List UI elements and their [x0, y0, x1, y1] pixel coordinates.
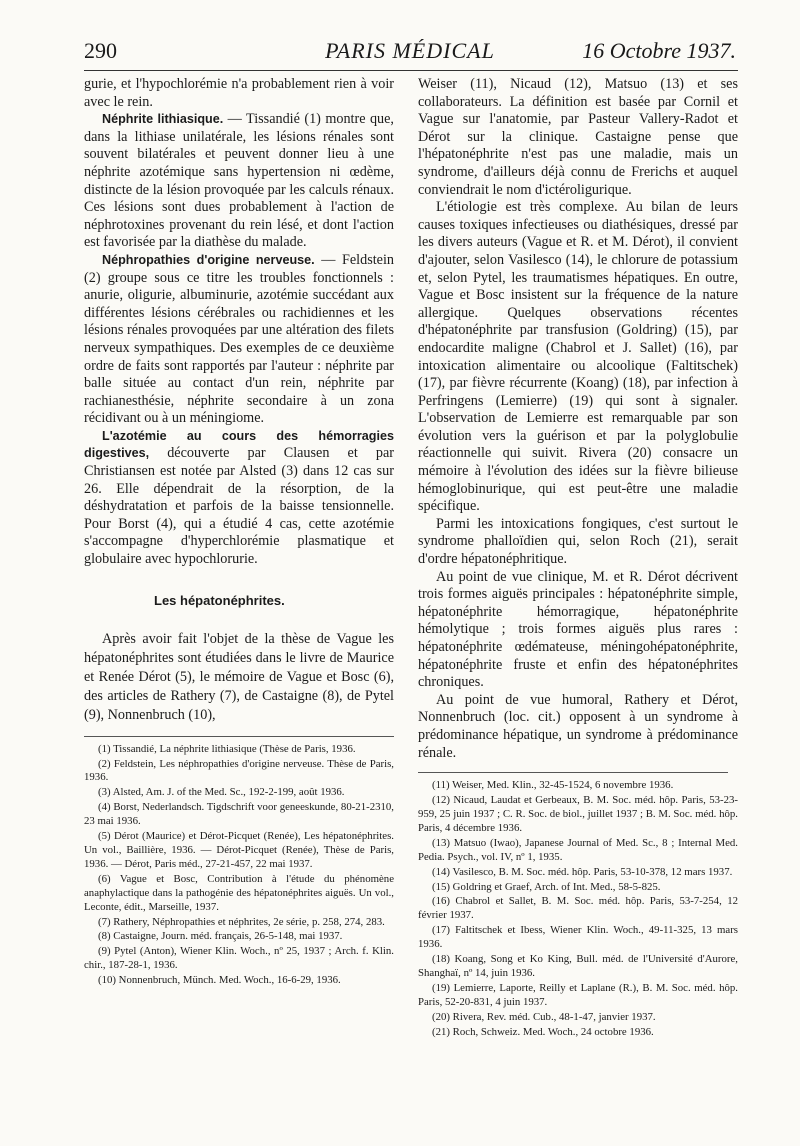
footnote: (9) Pytel (Anton), Wiener Klin. Woch., nº 25, 1937 ; Arch. f. Klin. chir., 187-28-1, 1936.	[84, 945, 394, 972]
paragraph: Weiser (11), Nicaud (12), Matsuo (13) et ses collaborateurs. La définition est basée par Cornil et Vague sur l'anatomie, par Pasteur Vallery-Radot et Dérot sur la clinique. Castaigne pense que l'hépatonéphrite n'est pas une maladie, mais un syndrome, d'ailleurs déjà connu de Frerichs et auquel conviendrait le nom d'ictéroligurique.	[418, 76, 738, 198]
paragraph-heading: L'azotémie au cours des hémorragies digestives,	[84, 428, 394, 461]
paragraph: Au point de vue clinique, M. et R. Dérot décrivent trois formes aiguës principales : hépatonéphrite simple, hépatonéphrite hémorragique, hépatonéphrite hémolytique ; trois formes aiguës plus rares : hépatonéphrite œdémateuse, méningohépatonéphrite, hépatonéphrite fruste et enfin des hépatonéphrites chroniques.	[418, 568, 738, 691]
left-body	[84, 76, 394, 569]
journal-title: PARIS MÉDICAL	[325, 38, 495, 63]
footnote: (13) Matsuo (Iwao), Japanese Journal of Med. Sc., 8 ; Internal Med. Pedia. Psych., vol. IV, nº 1, 1935.	[418, 836, 738, 863]
section-title: Les hépatonéphrites.	[154, 592, 285, 608]
footnote: (14) Vasilesco, B. M. Soc. méd. hôp. Paris, 53-10-378, 12 mars 1937.	[432, 865, 733, 878]
footnote: (3) Alsted, Am. J. of the Med. Sc., 192-2-199, août 1936.	[98, 786, 345, 799]
left-column	[84, 76, 394, 989]
paragraph: Néphrite lithiasique. — Tissandié (1) montre que, dans la lithiase unilatérale, les lésions rénales sont souvent bilatérales et peuvent donner lieu à une néphrite azotémique sans hypertension ni œdème, distincte de la lésion provoquée par les calculs rénaux. Ces lésions sont dues probablement à l'action de néphrotoxines provenant du rein lésé, et dont l'action est favorisée par la diathèse du malade.	[84, 111, 394, 251]
footnote: (11) Weiser, Med. Klin., 32-45-1524, 6 novembre 1936.	[432, 779, 674, 792]
page-number: 290	[84, 38, 117, 63]
footnote: (15) Goldring et Graef, Arch. of Int. Med., 58-5-825.	[432, 880, 661, 893]
header-rule	[84, 70, 738, 71]
paragraph: Au point de vue humoral, Rathery et Dérot, Nonnenbruch (loc. cit.) opposent à un syndrome à prédominance hépatique, un syndrome à prédominance rénale.	[418, 691, 738, 761]
paragraph-heading: Néphrite lithiasique.	[102, 112, 224, 127]
footnote: (7) Rathery, Néphropathies et néphrites, 2e série, p. 258, 274, 283.	[98, 915, 385, 928]
paragraph-heading: Néphropathies d'origine nerveuse.	[102, 252, 315, 267]
footnote: (18) Koang, Song et Ko King, Bull. méd. de l'Université d'Aurore, Shanghaï, nº 14, juin 1936.	[418, 953, 738, 979]
footnote: (6) Vague et Bosc, Contribution à l'étude du phénomène anaphylactique dans la pathogénie des hépatonéphrites aiguës. Un vol., Leconte, édit., Marseille, 1937.	[84, 872, 394, 913]
footnote: (21) Roch, Schweiz. Med. Woch., 24 octobre 1936.	[432, 1025, 654, 1038]
footnotes-right	[418, 779, 738, 1039]
paragraph: gurie, et l'hypochlorémie n'a probablement rien à voir avec le rein.	[84, 76, 394, 110]
footnote-rule	[84, 736, 394, 737]
footnote: (19) Lemierre, Laporte, Reilly et Laplane (R.), B. M. Soc. méd. hôp. Paris, 52-20-831, 4 juin 1937.	[418, 981, 738, 1008]
footnote: (20) Rivera, Rev. méd. Cub., 48-1-47, janvier 1937.	[432, 1010, 656, 1023]
right-column	[418, 76, 738, 1040]
paragraph: L'azotémie au cours des hémorragies digestives, découverte par Clausen et par Christiansen est notée par Alsted (3) dans 12 cas sur 26. Elle dépendrait de la résorption, de la déshydratation et parfois de la baisse tensionnelle. Pour Borst (4), qui a étudié 4 cas, cette azotémie s'accompagne d'hyperchlorémie plasmatique et globulaire avec hypochlorurie.	[84, 428, 394, 568]
footnotes-left	[84, 743, 394, 988]
paragraph: Après avoir fait l'objet de la thèse de Vague les hépatonéphrites sont étudiées dans le livre de Maurice et Renée Dérot (5), le mémoire de Vague et Bosc (6), des articles de Rathery (7), de Castaigne (8), de Pytel (9), Nonnenbruch (10),	[84, 630, 394, 724]
paragraph: Parmi les intoxications fongiques, c'est surtout le syndrome phalloïdien qui, selon Roch (21), serait d'ordre hépatonéphritique.	[418, 515, 738, 568]
footnote: (16) Chabrol et Sallet, B. M. Soc. méd. hôp. Paris, 53-7-254, 12 février 1937.	[418, 895, 738, 922]
footnote: (12) Nicaud, Laudat et Gerbeaux, B. M. Soc. méd. hôp. Paris, 53-23-959, 25 juin 1937 ; C. R. Soc. de biol., juillet 1937 ; B. M. Soc. méd. hôp. Paris, 4 décembre 1936.	[418, 794, 738, 834]
footnote: (17) Faltitschek et Ibess, Wiener Klin. Woch., 49-11-325, 13 mars 1936.	[418, 924, 738, 951]
footnote-rule	[418, 772, 728, 773]
section-body	[84, 630, 394, 726]
right-body	[418, 76, 738, 762]
issue-date: 16 Octobre 1937.	[582, 38, 736, 63]
footnote: (4) Borst, Nederlandsch. Tigdschrift voor geneeskunde, 80-21-2310, 23 mai 1936.	[84, 801, 394, 828]
page-header	[84, 34, 736, 68]
footnote: (1) Tissandié, La néphrite lithiasique (Thèse de Paris, 1936.	[98, 742, 356, 755]
footnote: (8) Castaigne, Journ. méd. français, 26-5-148, mai 1937.	[98, 930, 343, 943]
paragraph: Néphropathies d'origine nerveuse. — Feldstein (2) groupe sous ce titre les troubles fonctionnels : anurie, oligurie, albuminurie, azotémie succédant aux différentes lésions cérébrales ou rachidiennes et les lésions rénales provoquées par une altération des filets nerveux sympathiques. Des exemples de ce deuxième ordre de faits sont rapportés par l'auteur : néphrite par balle située au contact d'un rein, néphrite par rachianesthésie, néphrite secondaire à un zona récidivant ou à un méningiome.	[84, 251, 394, 427]
footnote: (5) Dérot (Maurice) et Dérot-Picquet (Renée), Les hépatonéphrites. Un vol., Baillière, 1936. — Dérot-Picquet (Renée), Thèse de Paris, 1936. — Dérot, Paris méd., 27-21-457, 22 mai 1937.	[84, 830, 394, 870]
footnote: (2) Feldstein, Les néphropathies d'origine nerveuse. Thèse de Paris, 1936.	[84, 757, 394, 784]
footnote: (10) Nonnenbruch, Münch. Med. Woch., 16-6-29, 1936.	[98, 974, 341, 987]
paragraph: L'étiologie est très complexe. Au bilan de leurs causes toxiques infectieuses ou diathésiques, dressé par les divers auteurs (Vague et R. et M. Dérot), il convient d'ajouter, selon Vasilesco (14), le chlorure de potassium et, selon Pytel, les traumatismes hépatiques. En outre, Vague et Bosc insistent sur la fréquence de la nature allergique. Quelques observations récentes d'hépatonéphrite par transfusion (Goldring) (15), par endocardite maligne (Chabrol et J. Sallet) (16), par intoxication alimentaire ou alcoolique (Faltitschek) (17), par fièvre récurrente (Koang) (18), par infection à Perfringens (Lemierre) (19) qui sont à signaler. L'observation de Lemierre est remarquable par son évolution vers la guérison et par la polyglobulie réactionnelle qui suivit. Rivera (20) consacre un mémoire à l'évolution des idées sur la fièvre bilieuse hémoglobinurique, qui est peut-être une maladie spécifique.	[418, 199, 738, 515]
